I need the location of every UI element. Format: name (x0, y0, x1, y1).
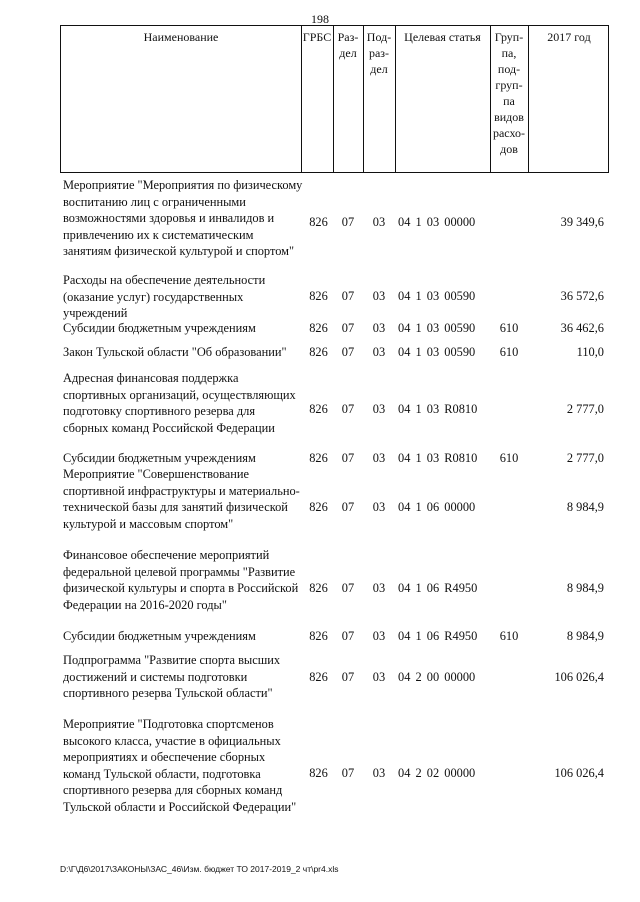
row-expense-group: 610 (499, 345, 519, 359)
row-podrazdel: 03 (372, 581, 386, 595)
row-razdel: 07 (341, 345, 355, 359)
row-target-article: 04 2 00 00000 (398, 670, 476, 684)
row-podrazdel: 03 (372, 629, 386, 643)
row-razdel: 07 (341, 215, 355, 229)
row-target-article: 04 1 03 R0810 (398, 402, 478, 416)
row-target-article: 04 1 03 00590 (398, 321, 476, 335)
row-amount: 8 984,9 (566, 500, 604, 514)
row-expense-group: 610 (499, 629, 519, 643)
row-podrazdel: 03 (372, 345, 386, 359)
row-razdel: 07 (341, 289, 355, 303)
row-podrazdel: 03 (372, 451, 386, 465)
row-razdel: 07 (341, 321, 355, 335)
row-grbs: 826 (309, 451, 328, 465)
row-podrazdel: 03 (372, 500, 386, 514)
header-name: Наименование (143, 30, 219, 44)
row-amount: 36 572,6 (560, 289, 604, 303)
row-razdel: 07 (341, 670, 355, 684)
header-podrazdel: Под- раз- дел (366, 30, 392, 76)
row-name: Мероприятие "Совершенствование спортивной инфраструктуры и материально-технической базы для занятий физической культурой и массовым спортом" (63, 467, 300, 531)
row-name: Финансовое обеспечение мероприятий федеральной целевой программы "Развитие физической культуры и спорта в Российской Федерации на 2016-2020 годы" (63, 548, 299, 612)
row-amount: 8 984,9 (566, 629, 604, 643)
row-name: Субсидии бюджетным учреждениям (63, 321, 256, 335)
row-amount: 2 777,0 (566, 451, 604, 465)
row-podrazdel: 03 (372, 670, 386, 684)
row-grbs: 826 (309, 670, 328, 684)
row-target-article: 04 1 06 R4950 (398, 581, 478, 595)
row-amount: 39 349,6 (560, 215, 604, 229)
row-name: Субсидии бюджетным учреждениям (63, 629, 256, 643)
row-target-article: 04 1 06 R4950 (398, 629, 478, 643)
header-expense-group: Груп- па, под- груп- па видов расхо- дов (492, 30, 526, 156)
header-grbs: ГРБС (302, 30, 332, 44)
row-amount: 110,0 (576, 345, 604, 359)
row-amount: 8 984,9 (566, 581, 604, 595)
row-grbs: 826 (309, 345, 328, 359)
row-amount: 36 462,6 (560, 321, 604, 335)
row-podrazdel: 03 (372, 289, 386, 303)
row-amount: 2 777,0 (566, 402, 604, 416)
row-grbs: 826 (309, 581, 328, 595)
file-path-footer: D:\Г\Д6\2017\ЗАКОНЫ\ЗАС_46\Изм. бюджет ТО 2017-2019_2 чт\pr4.xls (60, 864, 339, 874)
row-grbs: 826 (309, 321, 328, 335)
row-name: Мероприятие "Подготовка спортсменов высокого класса, участие в официальных мероприятиях и обеспечение сборных команд Тульской области, подготовка спортивного резерва для сборных команд Тульской области и Российской Федерации" (63, 717, 297, 814)
row-target-article: 04 1 03 00590 (398, 345, 476, 359)
row-grbs: 826 (309, 766, 328, 780)
row-target-article: 04 1 06 00000 (398, 500, 476, 514)
row-grbs: 826 (309, 629, 328, 643)
row-podrazdel: 03 (372, 402, 386, 416)
row-target-article: 04 2 02 00000 (398, 766, 476, 780)
row-razdel: 07 (341, 629, 355, 643)
row-name: Адресная финансовая поддержка спортивных организаций, осуществляющих подготовку спортивного резерва для сборных команд Российской Федерации (63, 371, 296, 435)
header-target-article: Целевая статья (404, 30, 481, 44)
row-grbs: 826 (309, 500, 328, 514)
row-razdel: 07 (341, 766, 355, 780)
row-razdel: 07 (341, 581, 355, 595)
row-razdel: 07 (341, 500, 355, 514)
header-razdel: Раз- дел (337, 30, 359, 60)
row-podrazdel: 03 (372, 766, 386, 780)
row-grbs: 826 (309, 215, 328, 229)
row-podrazdel: 03 (372, 215, 386, 229)
row-grbs: 826 (309, 289, 328, 303)
row-expense-group: 610 (499, 321, 519, 335)
row-target-article: 04 1 03 00000 (398, 215, 476, 229)
row-target-article: 04 1 03 00590 (398, 289, 476, 303)
row-name: Закон Тульской области "Об образовании" (63, 345, 287, 359)
header-year: 2017 год (547, 30, 591, 44)
row-name: Субсидии бюджетным учреждениям (63, 451, 256, 465)
row-amount: 106 026,4 (554, 766, 604, 780)
row-razdel: 07 (341, 451, 355, 465)
row-name: Подпрограмма "Развитие спорта высших достижений и системы подготовки спортивного резерва Тульской области" (63, 653, 281, 700)
row-amount: 106 026,4 (554, 670, 604, 684)
row-name: Мероприятие "Мероприятия по физическому воспитанию лиц с ограниченными возможностями здоровья и инвалидов и привлечению их к систематическим занятиям физической культурой и спортом" (63, 178, 303, 258)
row-razdel: 07 (341, 402, 355, 416)
row-podrazdel: 03 (372, 321, 386, 335)
page-number: 198 (311, 12, 329, 26)
row-grbs: 826 (309, 402, 328, 416)
row-expense-group: 610 (499, 451, 519, 465)
row-target-article: 04 1 03 R0810 (398, 451, 478, 465)
row-name: Расходы на обеспечение деятельности (оказание услуг) государственных учреждений (63, 273, 266, 320)
